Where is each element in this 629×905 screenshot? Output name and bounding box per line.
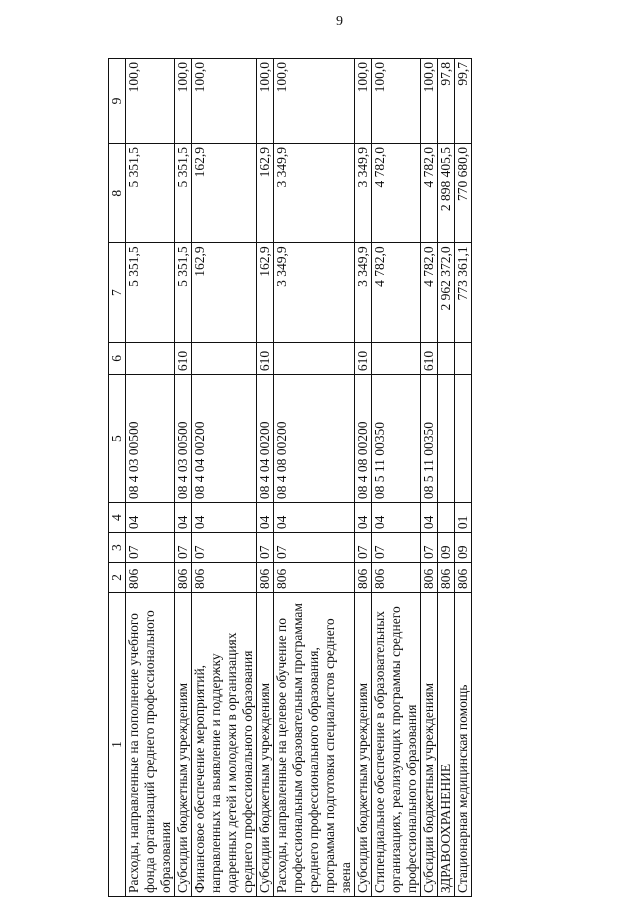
column-header: 7 bbox=[109, 243, 126, 342]
table-row bbox=[372, 59, 421, 897]
table-row bbox=[257, 59, 274, 897]
row-name: ЗДРАВООХРАНЕНИЕ bbox=[438, 592, 455, 896]
row-name: Расходы, направленные на пополнение учебного фонда организаций среднего профессионального образования bbox=[126, 592, 175, 896]
cell-c9: 99,7 bbox=[455, 59, 472, 144]
column-header: 4 bbox=[109, 503, 126, 533]
table-row bbox=[274, 59, 355, 897]
cell-c3: 07 bbox=[257, 533, 274, 563]
cell-c8: 5 351,5 bbox=[175, 144, 192, 243]
cell-c8: 5 351,5 bbox=[126, 144, 175, 243]
row-name: Субсидии бюджетным учреждениям bbox=[175, 592, 192, 896]
cell-c4: 04 bbox=[355, 503, 372, 533]
cell-c9: 100,0 bbox=[257, 59, 274, 144]
cell-c5: 08 4 08 00200 bbox=[274, 375, 355, 503]
row-name: Финансовое обеспечение мероприятий, направленных на выявление и поддержку одаренных детей и молодежи в организациях среднего профессионального образования bbox=[192, 592, 257, 896]
row-name: Субсидии бюджетным учреждениям bbox=[355, 592, 372, 896]
cell-c7: 5 351,5 bbox=[126, 243, 175, 342]
cell-c4: 01 bbox=[455, 503, 472, 533]
column-header: 6 bbox=[109, 342, 126, 374]
cell-c8: 4 782,0 bbox=[372, 144, 421, 243]
cell-c9: 100,0 bbox=[372, 59, 421, 144]
cell-c2: 806 bbox=[175, 563, 192, 593]
cell-c7: 4 782,0 bbox=[372, 243, 421, 342]
cell-c6 bbox=[438, 342, 455, 374]
cell-c7: 773 361,1 bbox=[455, 243, 472, 342]
cell-c2: 806 bbox=[355, 563, 372, 593]
cell-c4: 04 bbox=[192, 503, 257, 533]
cell-c2: 806 bbox=[455, 563, 472, 593]
row-name: Субсидии бюджетным учреждениям bbox=[421, 592, 438, 896]
cell-c5: 08 4 03 00500 bbox=[175, 375, 192, 503]
cell-c9: 100,0 bbox=[274, 59, 355, 144]
cell-c5 bbox=[438, 375, 455, 503]
cell-c2: 806 bbox=[372, 563, 421, 593]
cell-c8: 4 782,0 bbox=[421, 144, 438, 243]
table-row bbox=[355, 59, 372, 897]
cell-c6 bbox=[274, 342, 355, 374]
row-name: Стационарная медицинская помощь bbox=[455, 592, 472, 896]
cell-c2: 806 bbox=[421, 563, 438, 593]
cell-c7: 2 962 372,0 bbox=[438, 243, 455, 342]
table-row bbox=[421, 59, 438, 897]
cell-c3: 07 bbox=[372, 533, 421, 563]
column-header: 3 bbox=[109, 533, 126, 563]
cell-c5 bbox=[455, 375, 472, 503]
cell-c4: 04 bbox=[274, 503, 355, 533]
cell-c6 bbox=[455, 342, 472, 374]
table-body bbox=[126, 59, 472, 897]
cell-c6 bbox=[372, 342, 421, 374]
cell-c8: 3 349,9 bbox=[355, 144, 372, 243]
cell-c4: 04 bbox=[126, 503, 175, 533]
table-header-row bbox=[109, 59, 126, 897]
cell-c3: 07 bbox=[274, 533, 355, 563]
cell-c6 bbox=[126, 342, 175, 374]
cell-c6: 610 bbox=[355, 342, 372, 374]
table-row bbox=[192, 59, 257, 897]
cell-c3: 07 bbox=[355, 533, 372, 563]
cell-c4: 04 bbox=[372, 503, 421, 533]
row-name: Стипендиальное обеспечение в образовательных организациях, реализующих программы среднего профессионального образования bbox=[372, 592, 421, 896]
cell-c5: 08 5 11 00350 bbox=[421, 375, 438, 503]
cell-c6: 610 bbox=[421, 342, 438, 374]
cell-c8: 2 898 405,5 bbox=[438, 144, 455, 243]
cell-c5: 08 4 03 00500 bbox=[126, 375, 175, 503]
cell-c2: 806 bbox=[126, 563, 175, 593]
cell-c9: 100,0 bbox=[355, 59, 372, 144]
cell-c2: 806 bbox=[274, 563, 355, 593]
table-row bbox=[438, 59, 455, 897]
cell-c3: 07 bbox=[126, 533, 175, 563]
cell-c4: 04 bbox=[421, 503, 438, 533]
table-row bbox=[455, 59, 472, 897]
column-header: 5 bbox=[109, 375, 126, 503]
cell-c5: 08 5 11 00350 bbox=[372, 375, 421, 503]
cell-c7: 3 349,9 bbox=[274, 243, 355, 342]
cell-c3: 07 bbox=[175, 533, 192, 563]
cell-c6: 610 bbox=[175, 342, 192, 374]
cell-c7: 3 349,9 bbox=[355, 243, 372, 342]
cell-c8: 162,9 bbox=[192, 144, 257, 243]
cell-c7: 162,9 bbox=[192, 243, 257, 342]
cell-c9: 100,0 bbox=[192, 59, 257, 144]
cell-c9: 100,0 bbox=[421, 59, 438, 144]
row-name: Расходы, направленные на целевое обучение по профессиональным образовательным программам среднего профессионального образования, программам подготовки специалистов среднего звена bbox=[274, 592, 355, 896]
cell-c5: 08 4 08 00200 bbox=[355, 375, 372, 503]
cell-c9: 100,0 bbox=[175, 59, 192, 144]
cell-c8: 3 349,9 bbox=[274, 144, 355, 243]
table-row bbox=[126, 59, 175, 897]
cell-c6 bbox=[192, 342, 257, 374]
cell-c3: 07 bbox=[421, 533, 438, 563]
column-header: 9 bbox=[109, 59, 126, 144]
cell-c6: 610 bbox=[257, 342, 274, 374]
cell-c5: 08 4 04 00200 bbox=[257, 375, 274, 503]
cell-c9: 97,8 bbox=[438, 59, 455, 144]
cell-c9: 100,0 bbox=[126, 59, 175, 144]
cell-c7: 4 782,0 bbox=[421, 243, 438, 342]
table-row bbox=[175, 59, 192, 897]
page-number: 9 bbox=[336, 14, 343, 29]
row-name: Субсидии бюджетным учреждениям bbox=[257, 592, 274, 896]
budget-table bbox=[108, 58, 472, 897]
cell-c3: 09 bbox=[438, 533, 455, 563]
cell-c3: 07 bbox=[192, 533, 257, 563]
cell-c4: 04 bbox=[175, 503, 192, 533]
cell-c2: 806 bbox=[438, 563, 455, 593]
cell-c3: 09 bbox=[455, 533, 472, 563]
column-header: 8 bbox=[109, 144, 126, 243]
column-header: 1 bbox=[109, 592, 126, 896]
rotated-table-container bbox=[108, 58, 596, 897]
cell-c8: 770 680,0 bbox=[455, 144, 472, 243]
cell-c7: 5 351,5 bbox=[175, 243, 192, 342]
cell-c2: 806 bbox=[192, 563, 257, 593]
cell-c7: 162,9 bbox=[257, 243, 274, 342]
column-header: 2 bbox=[109, 563, 126, 593]
cell-c4: 04 bbox=[257, 503, 274, 533]
cell-c2: 806 bbox=[257, 563, 274, 593]
cell-c5: 08 4 04 00200 bbox=[192, 375, 257, 503]
cell-c4 bbox=[438, 503, 455, 533]
cell-c8: 162,9 bbox=[257, 144, 274, 243]
